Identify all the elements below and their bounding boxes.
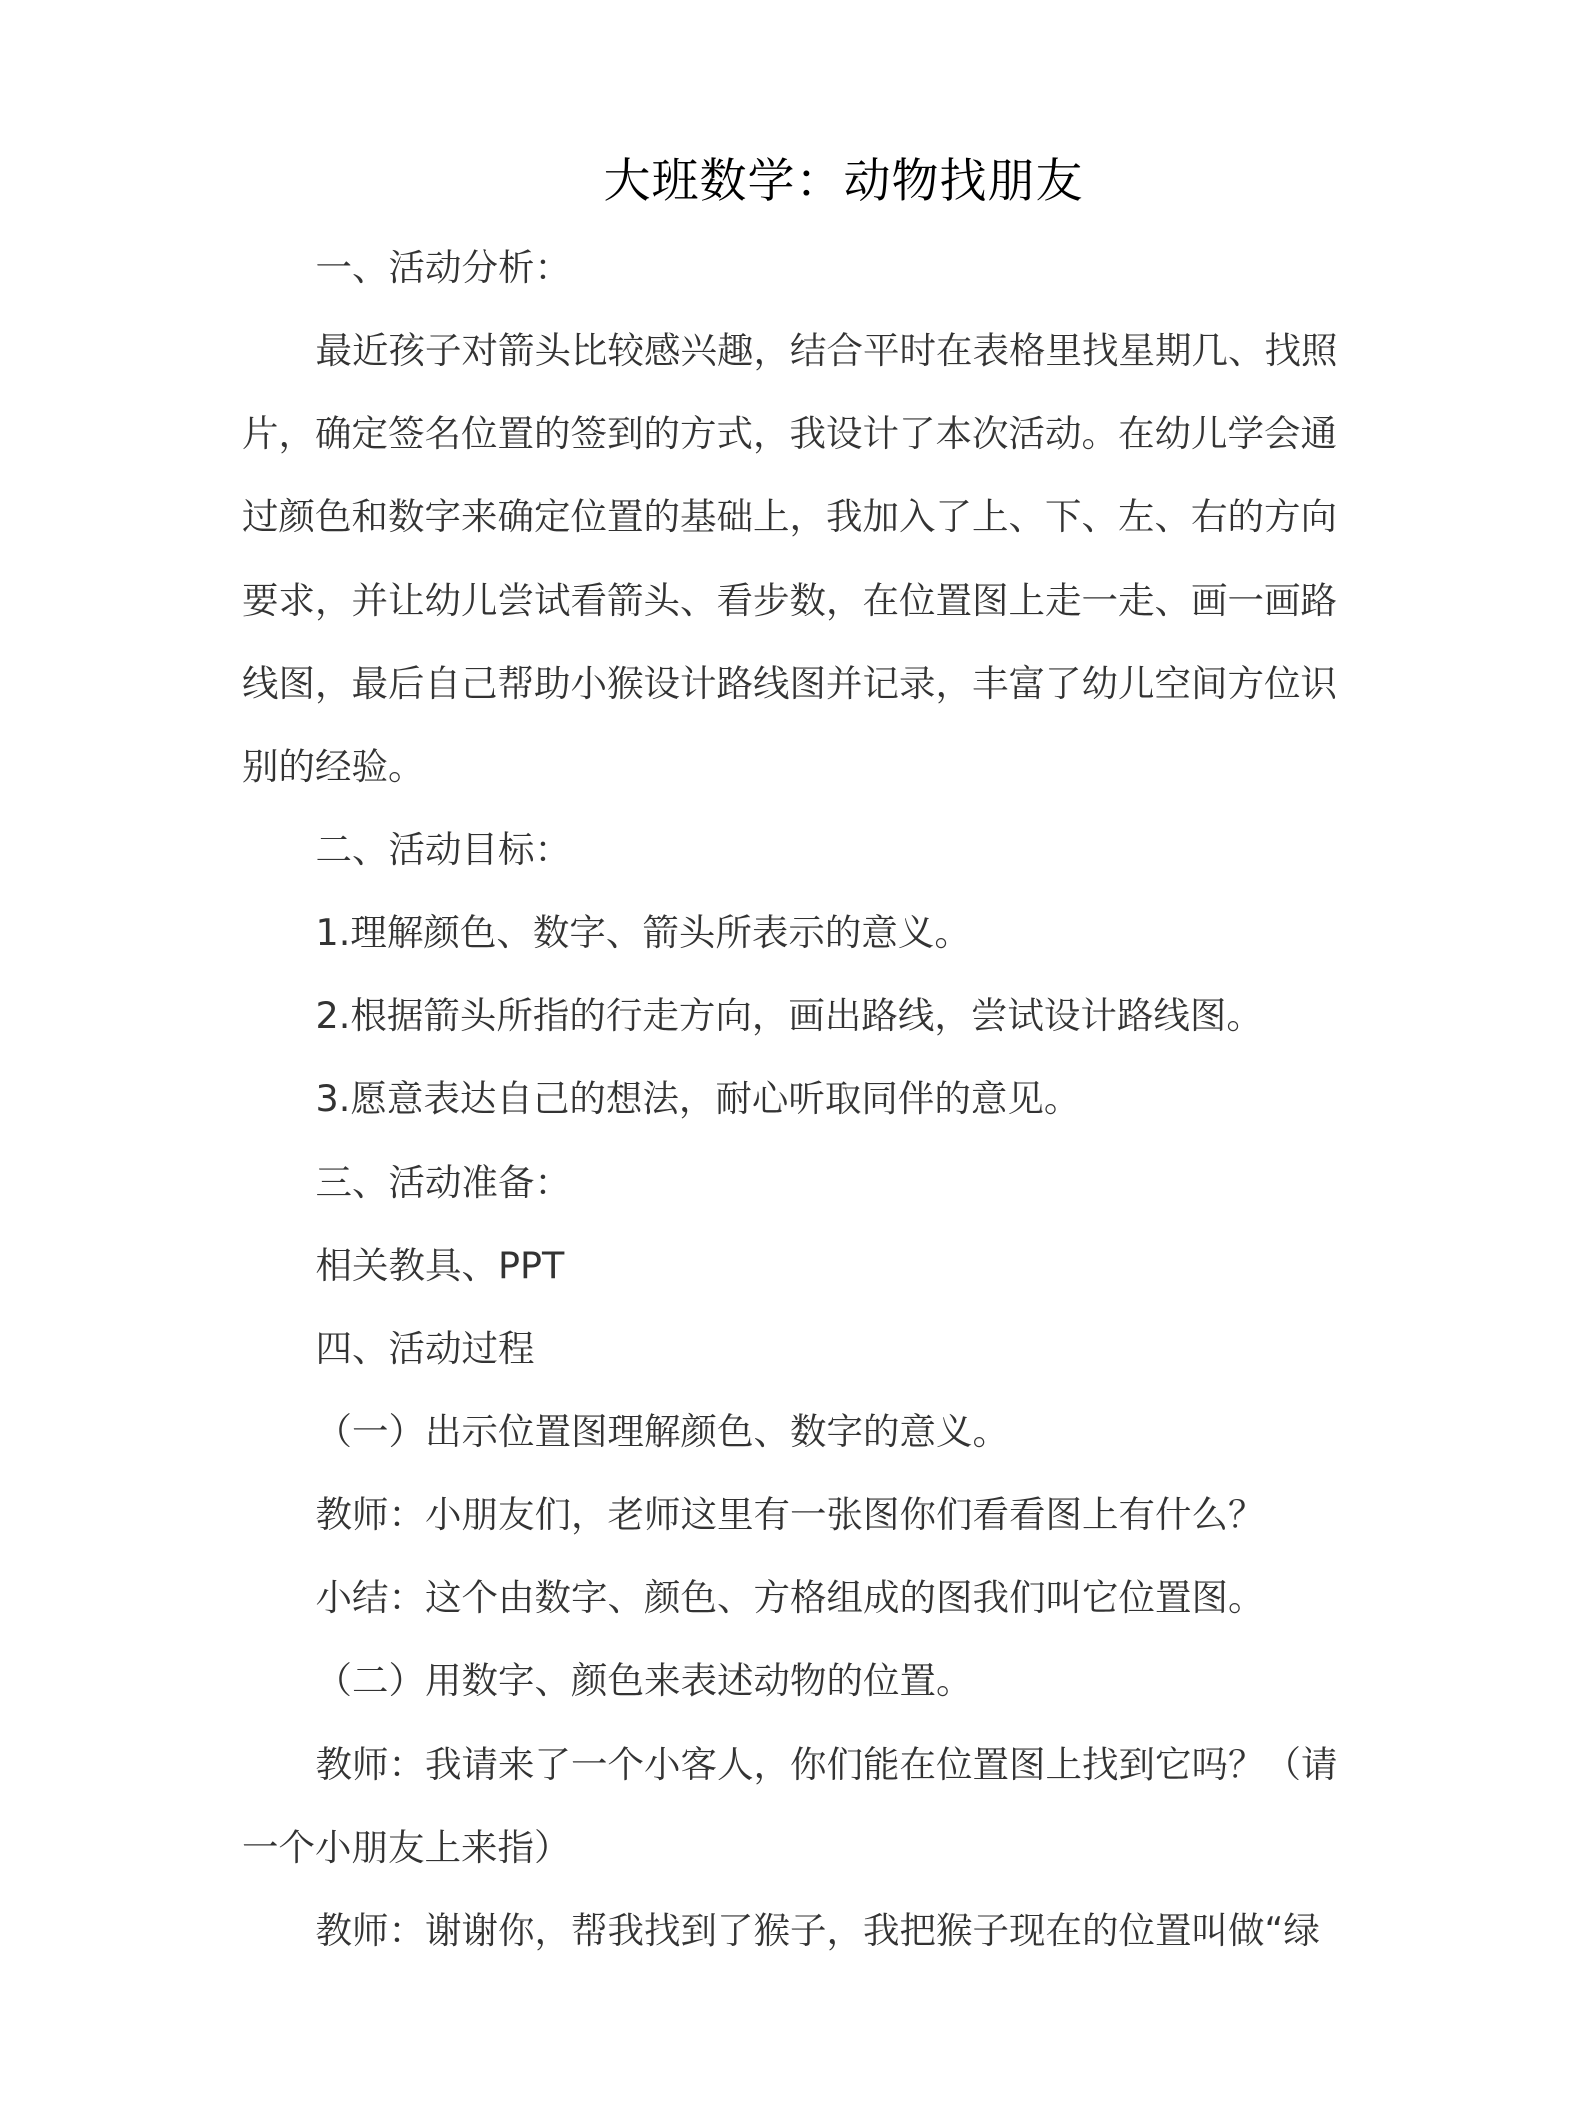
paragraph-line: 别的经验。: [242, 744, 425, 788]
paragraph-line: 最近孩子对箭头比较感兴趣，结合平时在表格里找星期几、找照: [315, 329, 1338, 373]
paragraph-line: 片，确定签名位置的签到的方式，我设计了本次活动。在幼儿学会通: [242, 412, 1337, 456]
section-activity-process: [242, 1307, 1352, 1972]
document-title: 大班数学：动物找朋友: [603, 154, 1084, 209]
goal-item-1: 1.理解颜色、数字、箭头所表示的意义。: [315, 911, 971, 955]
paragraph-line: 相关教具、PPT: [315, 1243, 565, 1287]
section-heading: 四、活动过程: [315, 1326, 535, 1370]
document-body: [242, 226, 1352, 1972]
section-heading: 二、活动目标：: [315, 827, 571, 871]
section-heading: 三、活动准备：: [315, 1160, 571, 1204]
teacher-dialogue: [242, 1723, 1352, 1889]
paragraph-line: 要求，并让幼儿尝试看箭头、看步数，在位置图上走一走、画一画路: [242, 578, 1337, 622]
subheading-step-2: （二）用数字、颜色来表述动物的位置。: [315, 1659, 973, 1703]
subheading-step-1: （一）出示位置图理解颜色、数字的意义。: [315, 1409, 1009, 1453]
paragraph-line: 过颜色和数字来确定位置的基础上，我加入了上、下、左、右的方向: [242, 495, 1337, 539]
section-activity-goals: [242, 808, 1352, 1141]
teacher-dialogue: 教师：谢谢你，帮我找到了猴子，我把猴子现在的位置叫做“绿: [315, 1908, 1320, 1952]
summary-line: 小结：这个由数字、颜色、方格组成的图我们叫它位置图。: [315, 1576, 1265, 1620]
paragraph-line: 一个小朋友上来指）: [242, 1825, 571, 1869]
paragraph-line: 线图，最后自己帮助小猴设计路线图并记录，丰富了幼儿空间方位识: [242, 661, 1337, 705]
goal-item-3: 3.愿意表达自己的想法，耐心听取同伴的意见。: [315, 1077, 1081, 1121]
section-activity-preparation: [242, 1141, 1352, 1307]
teacher-dialogue: 教师：小朋友们，老师这里有一张图你们看看图上有什么？: [315, 1493, 1265, 1537]
paragraph-line: 教师：我请来了一个小客人，你们能在位置图上找到它吗？（请: [315, 1742, 1338, 1786]
section-activity-analysis: [242, 226, 1352, 808]
paragraph: [242, 309, 1352, 808]
section-heading: 一、活动分析：: [315, 246, 571, 289]
goal-item-2: 2.根据箭头所指的行走方向，画出路线，尝试设计路线图。: [315, 994, 1263, 1038]
